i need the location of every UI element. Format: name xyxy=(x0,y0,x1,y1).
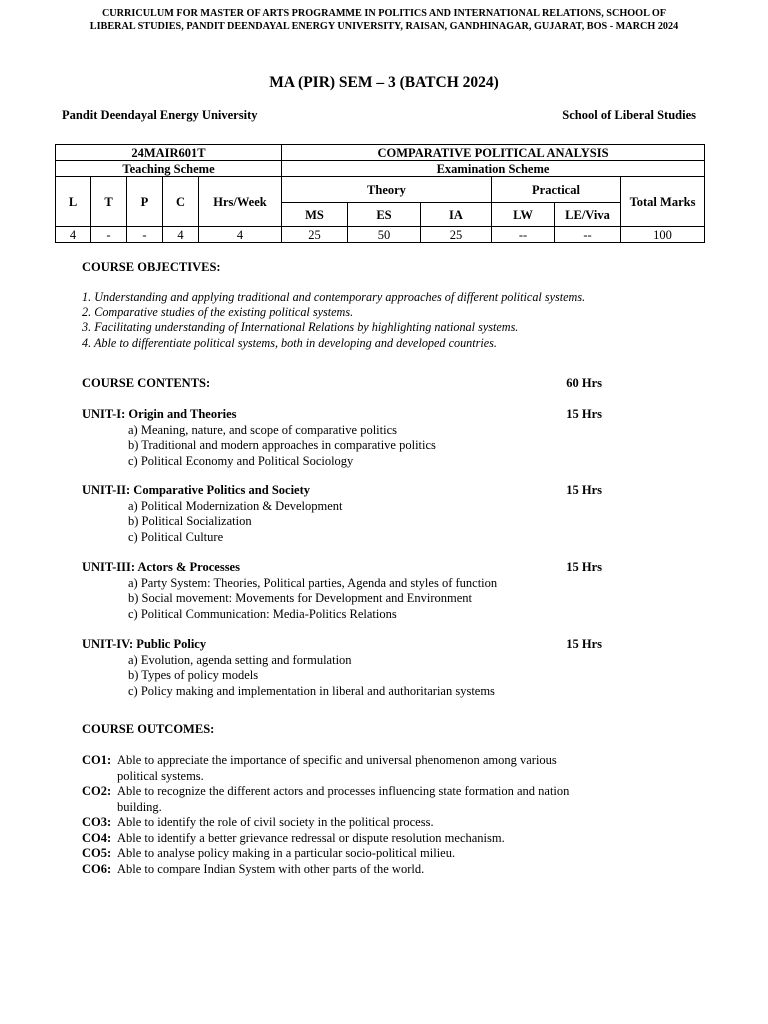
outcome-text: Able to appreciate the importance of specific and universal phenomenon among various xyxy=(117,753,557,767)
header-c: C xyxy=(163,177,199,227)
outcome-text: Able to compare Indian System with other parts of the world. xyxy=(117,861,425,876)
value-le-viva: -- xyxy=(555,227,621,243)
objective-item: 3. Facilitating understanding of International Relations by highlighting national systems. xyxy=(82,320,519,335)
outcome-code: CO3: xyxy=(82,815,112,829)
outcome-text-continued: building. xyxy=(117,799,162,814)
unit-hours: 15 Hrs xyxy=(566,483,602,497)
outcome-code: CO1: xyxy=(82,753,112,767)
header-lw: LW xyxy=(492,203,555,227)
objectives-list xyxy=(82,290,722,351)
unit-2 xyxy=(82,483,602,545)
value-total: 100 xyxy=(621,227,705,243)
outcome-item xyxy=(82,831,682,847)
objective-item: 4. Able to differentiate political systems, both in developing and developed countries. xyxy=(82,335,497,350)
list-item: b) Social movement: Movements for Development and Environment xyxy=(128,591,473,605)
outcome-text: Able to analyse policy making in a particular socio-political milieu. xyxy=(117,846,456,860)
list-item: c) Political Culture xyxy=(128,529,224,544)
document-header xyxy=(30,8,738,33)
unit-title: UNIT-I: Origin and Theories xyxy=(82,407,237,421)
outcome-item xyxy=(82,862,682,878)
list-item: c) Political Communication: Media-Politics Relations xyxy=(128,606,397,621)
outcomes-list xyxy=(82,753,682,877)
outcome-code: CO5: xyxy=(82,846,112,860)
value-c: 4 xyxy=(163,227,199,243)
total-marks-header: Total Marks xyxy=(621,177,705,227)
practical-header: Practical xyxy=(492,177,621,203)
list-item: b) Traditional and modern approaches in comparative politics xyxy=(128,438,436,452)
unit-3 xyxy=(82,560,602,622)
list-item: c) Policy making and implementation in liberal and authoritarian systems xyxy=(128,683,495,698)
header-line-1: CURRICULUM FOR MASTER OF ARTS PROGRAMME IN POLITICS AND INTERNATIONAL RELATIONS, SCHOOL OF xyxy=(101,8,667,19)
contents-hours: 60 Hrs xyxy=(566,376,602,390)
outcome-code: CO6: xyxy=(82,861,112,876)
contents-heading: COURSE CONTENTS: xyxy=(82,376,211,390)
school-name: School of Liberal Studies xyxy=(562,108,696,122)
header-ia: IA xyxy=(421,203,492,227)
unit-hours: 15 Hrs xyxy=(566,407,602,421)
outcome-text: Able to recognize the different actors and processes influencing state formation and nation xyxy=(117,784,570,798)
objective-item: 1. Understanding and applying traditional and contemporary approaches of different political systems. xyxy=(82,290,586,304)
header-p: P xyxy=(127,177,163,227)
header-ms: MS xyxy=(282,203,348,227)
unit-title: UNIT-IV: Public Policy xyxy=(82,637,207,651)
table-row xyxy=(56,227,705,243)
list-item: b) Types of policy models xyxy=(128,668,259,682)
university-name: Pandit Deendayal Energy University xyxy=(62,108,258,122)
list-item: a) Political Modernization & Development xyxy=(128,498,343,513)
list-item: c) Political Economy and Political Sociology xyxy=(128,453,354,468)
teaching-scheme-header: Teaching Scheme xyxy=(56,161,282,177)
value-lw: -- xyxy=(492,227,555,243)
value-p: - xyxy=(127,227,163,243)
page-title: MA (PIR) SEM – 3 (BATCH 2024) xyxy=(269,74,499,91)
objective-item: 2. Comparative studies of the existing political systems. xyxy=(82,305,354,320)
unit-hours: 15 Hrs xyxy=(566,637,602,651)
outcome-text: Able to identify a better grievance redressal or dispute resolution mechanism. xyxy=(117,830,505,845)
list-item: a) Evolution, agenda setting and formulation xyxy=(128,652,352,667)
value-l: 4 xyxy=(56,227,91,243)
header-t: T xyxy=(91,177,127,227)
value-ia: 25 xyxy=(421,227,492,243)
unit-title: UNIT-III: Actors & Processes xyxy=(82,560,240,574)
list-item: a) Party System: Theories, Political parties, Agenda and styles of function xyxy=(128,575,498,590)
outcome-code: CO2: xyxy=(82,784,112,798)
header-l: L xyxy=(56,177,91,227)
value-hrs-week: 4 xyxy=(199,227,282,243)
scheme-table xyxy=(55,144,705,243)
outcome-text-continued: political systems. xyxy=(117,768,204,783)
course-name: COMPARATIVE POLITICAL ANALYSIS xyxy=(282,145,705,161)
list-item: a) Meaning, nature, and scope of comparative politics xyxy=(128,422,398,437)
value-t: - xyxy=(91,227,127,243)
header-line-2: LIBERAL STUDIES, PANDIT DEENDAYAL ENERGY UNIVERSITY, RAISAN, GANDHINAGAR, GUJARAT, BOS - MARCH 2024 xyxy=(89,20,679,32)
outcome-code: CO4: xyxy=(82,830,112,845)
outcome-text: Able to identify the role of civil society in the political process. xyxy=(117,815,434,829)
outcome-item xyxy=(82,784,682,815)
unit-hours: 15 Hrs xyxy=(566,560,602,574)
value-es: 50 xyxy=(348,227,421,243)
outcomes-heading: COURSE OUTCOMES: xyxy=(82,722,215,736)
unit-title: UNIT-II: Comparative Politics and Society xyxy=(82,483,311,497)
contents-heading-row xyxy=(82,376,602,392)
course-code: 24MAIR601T xyxy=(56,145,282,161)
header-es: ES xyxy=(348,203,421,227)
outcome-item xyxy=(82,815,682,831)
unit-1 xyxy=(82,407,602,469)
objectives-heading: COURSE OBJECTIVES: xyxy=(82,260,221,274)
header-hrs-week: Hrs/Week xyxy=(199,177,282,227)
outcome-item xyxy=(82,846,682,862)
header-le-viva: LE/Viva xyxy=(555,203,621,227)
theory-header: Theory xyxy=(282,177,492,203)
examination-scheme-header: Examination Scheme xyxy=(282,161,705,177)
list-item: b) Political Socialization xyxy=(128,514,252,528)
value-ms: 25 xyxy=(282,227,348,243)
outcome-item xyxy=(82,753,682,784)
unit-4 xyxy=(82,637,602,699)
